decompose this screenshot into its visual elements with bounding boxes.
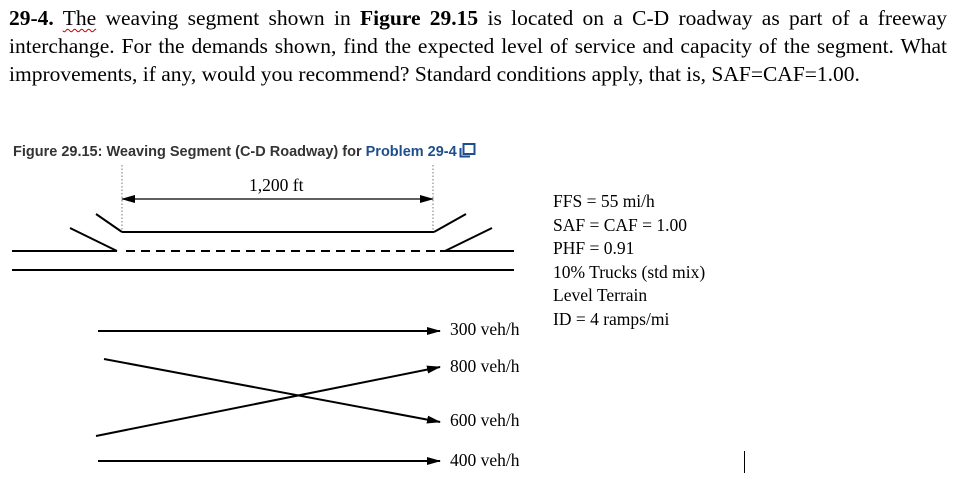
- flow-arrow-600: [104, 359, 440, 422]
- parameter-item: SAF = CAF = 1.00: [553, 214, 688, 235]
- problem-link[interactable]: Problem 29-4: [365, 144, 457, 160]
- problem-number: 29-4.: [9, 6, 54, 30]
- flow-label-4: 400 veh/h: [450, 450, 520, 470]
- parameter-item: FFS = 55 mi/h: [553, 191, 655, 211]
- ramp-exit-lower: [445, 228, 492, 251]
- flow-label-1: 300 veh/h: [450, 319, 520, 339]
- ramp-exit-upper: [434, 214, 466, 232]
- segment-length-label: 1,200 ft: [249, 175, 304, 195]
- flow-arrow-800: [96, 367, 440, 436]
- ramp-entrance-upper: [96, 214, 122, 232]
- ramp-entrance-lower: [70, 228, 117, 251]
- parameter-item: ID = 4 ramps/mi: [553, 308, 670, 329]
- caption-text: Figure 29.15: Weaving Segment (C-D Roadway) for: [13, 144, 366, 160]
- text-cursor: [744, 451, 745, 473]
- parameter-list: [553, 190, 705, 332]
- parameter-item: Level Terrain: [553, 285, 648, 306]
- parameter-item: 10% Trucks (std mix): [553, 261, 706, 282]
- figure-reference: Figure 29.15: [360, 6, 479, 30]
- flow-label-3: 600 veh/h: [450, 410, 520, 430]
- flow-label-2: 800 veh/h: [450, 356, 520, 376]
- spellcheck-word[interactable]: The: [62, 6, 97, 30]
- parameter-item: PHF = 0.91: [553, 238, 635, 259]
- problem-text-part1: weaving segment shown in: [96, 6, 360, 30]
- problem-text-part2: is located on a C-D roadway as part of a freeway interchange. For the demands shown, find the expected level of service and capacity of the segment. What improvements, if any, would you recommend? Standard conditions apply, that is, SAF=CAF=1.00.: [9, 6, 947, 86]
